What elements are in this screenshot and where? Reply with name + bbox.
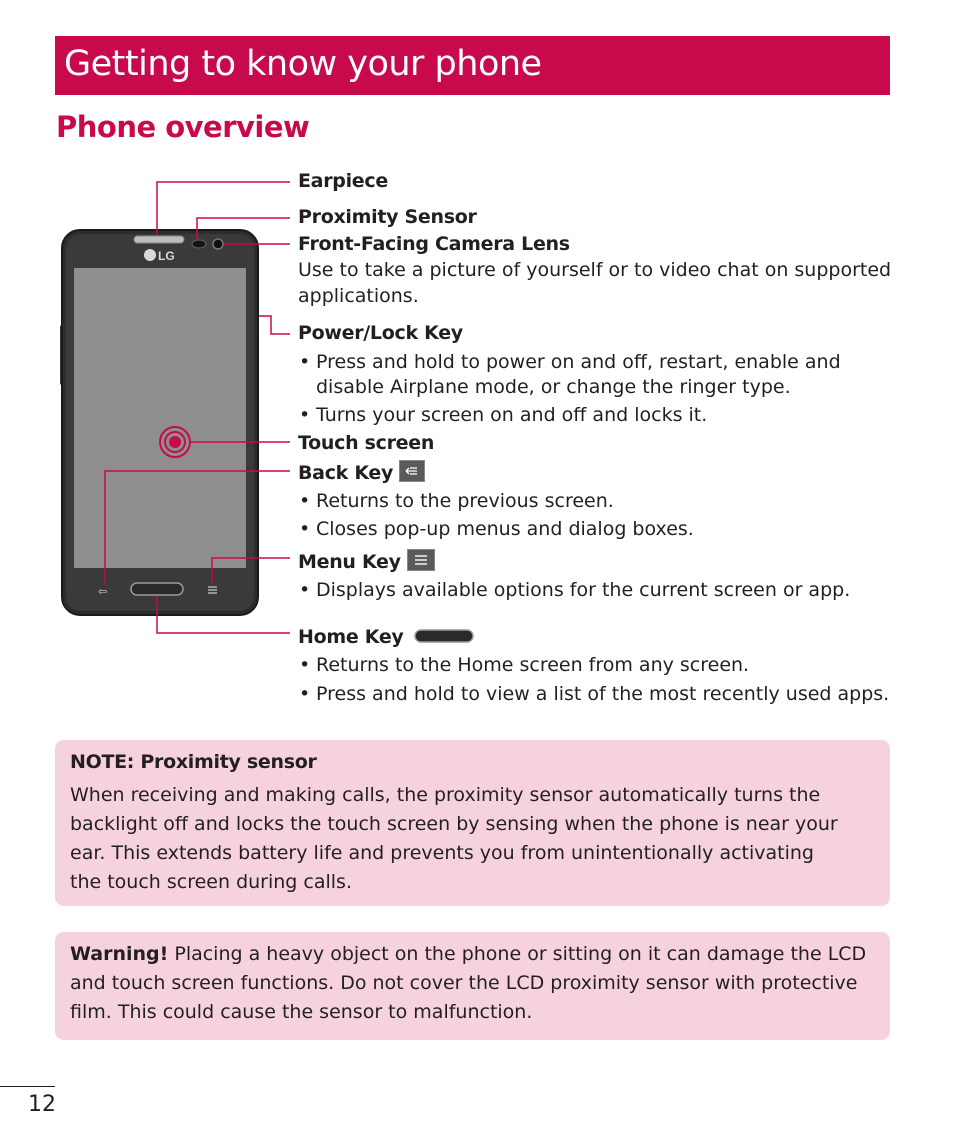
front-camera-label: Front-Facing Camera Lens (298, 233, 570, 255)
back-arrow-icon (399, 460, 425, 487)
touch-screen-label: Touch screen (298, 432, 435, 454)
callout-power (259, 316, 290, 334)
power-bullet-1: • Press and hold to power on and off, restart, enable and disable Airplane mode, or change the ringer type. (299, 351, 841, 398)
home-bullet-2: • Press and hold to view a list of the most recently used apps. (299, 683, 890, 705)
home-key-shape (131, 583, 183, 595)
warning-label: Warning! (70, 943, 169, 965)
phone-screen (74, 268, 246, 568)
touch-target-icon (160, 427, 190, 457)
callout-earpiece (157, 182, 290, 234)
earpiece-label: Earpiece (298, 170, 388, 192)
page-rule (0, 1086, 55, 1087)
home-key-label: Home Key (298, 626, 474, 649)
menu-lines-icon (407, 549, 435, 576)
note-body: When receiving and making calls, the proximity sensor automatically turns the backlight off and locks the touch screen by sensing when the phone is near your ear. This extends battery life and prevents you from unintentionally activating the touch screen during calls. (70, 784, 838, 893)
warning-box (55, 932, 890, 1040)
chapter-header-bar (55, 36, 890, 95)
front-camera-description: Use to take a picture of yourself or to video chat on supported applications. (298, 259, 892, 307)
back-bullet-2: • Closes pop-up menus and dialog boxes. (299, 518, 694, 540)
power-bullet-2: • Turns your screen on and off and locks it. (299, 404, 708, 426)
phone-illustration (0, 160, 300, 650)
earpiece-shape (134, 236, 184, 243)
page-number: 12 (28, 1092, 56, 1117)
chapter-title: Getting to know your phone (64, 44, 542, 84)
menu-bullet-1: • Displays available options for the current screen or app. (299, 579, 851, 601)
warning-body: Placing a heavy object on the phone or sitting on it can damage the LCD and touch screen functions. Do not cover the LCD proximity sensor with protective film. This could cause the sensor to malfunction. (70, 943, 867, 1023)
home-pill-icon (414, 627, 474, 649)
menu-key-label: Menu Key (298, 549, 435, 576)
back-key-label: Back Key (298, 460, 425, 487)
lg-logo-icon (144, 249, 156, 261)
proximity-sensor-label: Proximity Sensor (298, 206, 477, 228)
note-title: NOTE: Proximity sensor (70, 751, 317, 773)
lg-logo-text: LG (158, 249, 175, 263)
section-title: Phone overview (56, 110, 310, 144)
home-bullet-1: • Returns to the Home screen from any screen. (299, 654, 750, 676)
back-bullet-1: • Returns to the previous screen. (299, 490, 614, 512)
warning-text (70, 940, 875, 1027)
camera-lens-shape (213, 239, 223, 249)
back-key-glyph: ⇦ (98, 585, 108, 598)
power-key-label: Power/Lock Key (298, 322, 463, 344)
note-box (55, 740, 890, 906)
proximity-sensor-shape (192, 240, 206, 248)
